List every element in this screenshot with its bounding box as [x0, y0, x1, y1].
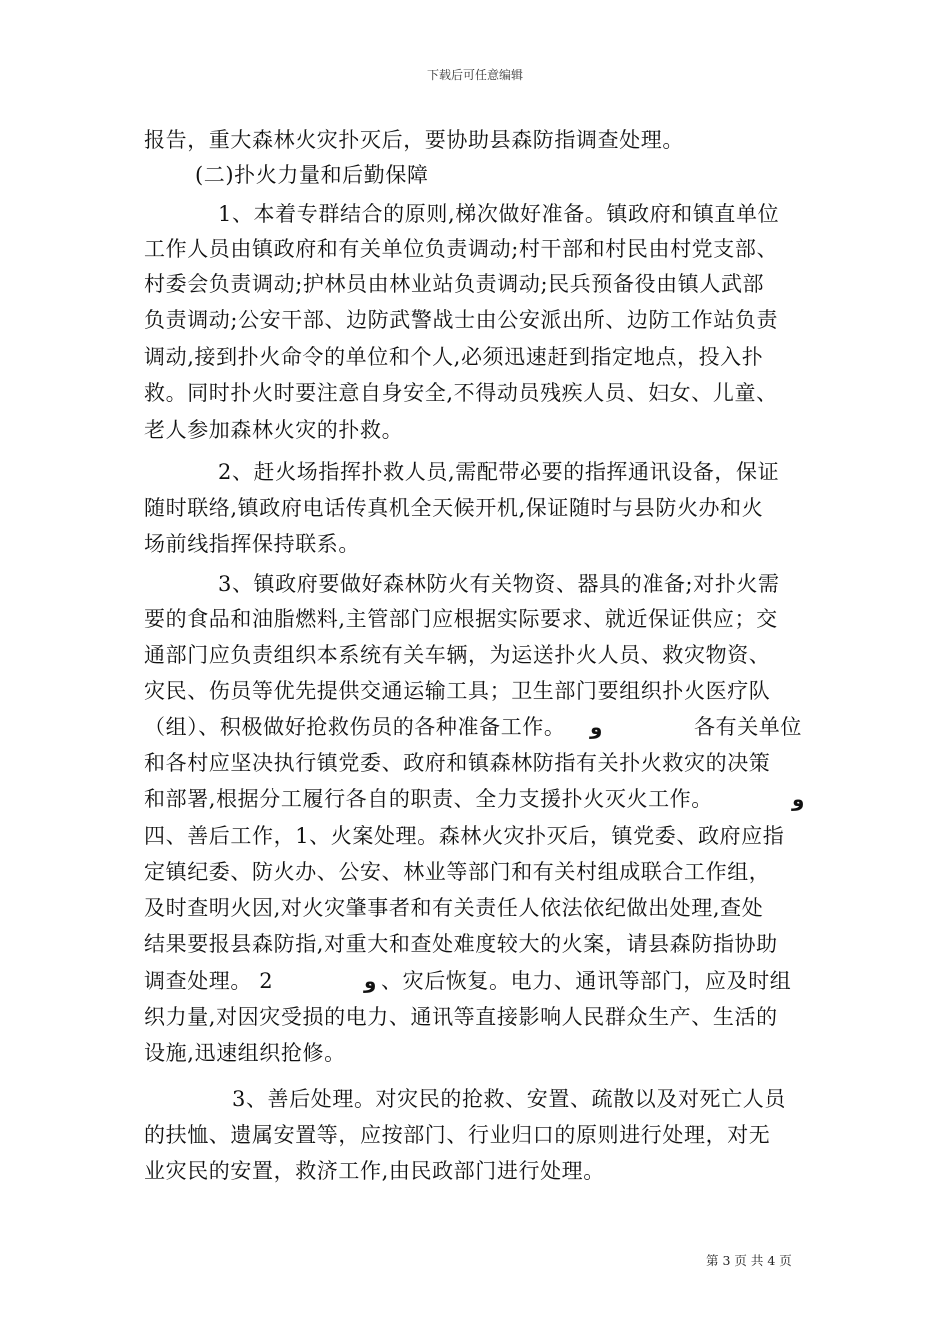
page-header: 下载后可任意编辑: [426, 68, 523, 82]
stray-mark: و: [364, 969, 377, 993]
text-line: 工作人员由镇政府和有关单位负责调动;村干部和村民由村党支部、: [144, 237, 779, 261]
text-line: 随时联络,镇政府电话传真机全天候开机,保证随时与县防火办和火: [144, 496, 764, 520]
page-footer: 第 3 页 共 4 页: [706, 1253, 792, 1268]
text-line: 要的食品和油脂燃料,主管部门应根据实际要求、就近保证供应；交: [144, 607, 778, 631]
text-line: 业灾民的安置，救济工作,由民政部门进行处理。: [144, 1159, 605, 1183]
text-line: 场前线指挥保持联系。: [144, 532, 360, 556]
text-line: 村委会负责调动;护林员由林业站负责调动;民兵预备役由镇人武部: [144, 272, 765, 296]
text-line: 老人参加森林火灾的扑救。: [144, 418, 404, 442]
text-line: 的扶恤、遗属安置等，应按部门、行业归口的原则进行处理，对无: [144, 1123, 771, 1147]
text-line: 织力量,对因灾受损的电力、通讯等直接影响人民群众生产、生活的: [144, 1005, 778, 1029]
text-line: 、灾后恢复。电力、通讯等部门，应及时组: [381, 969, 792, 993]
text-line: 调动,接到扑火命令的单位和个人,必须迅速赶到指定地点，投入扑: [144, 345, 764, 369]
text-line: 设施,迅速组织抢修。: [144, 1041, 346, 1065]
text-line: 报告，重大森林火灾扑灭后，要协助县森防指调查处理。: [144, 128, 684, 152]
text-line: 通部门应负责组织本系统有关车辆，为运送扑火人员、救灾物资、: [144, 643, 771, 667]
text-line: 救。同时扑火时要注意自身安全,不得动员残疾人员、妇女、儿童、: [144, 381, 778, 405]
text-line: 2、赶火场指挥扑救人员,需配带必要的指挥通讯设备，保证: [218, 460, 780, 484]
text-line: 结果要报县森防指,对重大和查处难度较大的火案，请县森防指协助: [144, 932, 778, 956]
text-line: 负责调动;公安干部、边防武警战士由公安派出所、边防工作站负责: [144, 308, 779, 332]
text-line: 和部署,根据分工履行各自的职责、全力支援扑火灭火工作。: [144, 787, 713, 811]
text-line: 各有关单位: [694, 715, 802, 739]
text-line: 灾民、伤员等优先提供交通运输工具；卫生部门要组织扑火医疗队: [144, 679, 771, 703]
text-line: 3、善后处理。对灾民的抢救、安置、疏散以及对死亡人员: [232, 1087, 786, 1111]
text-line: 和各村应坚决执行镇党委、政府和镇森林防指有关扑火救灾的决策: [144, 751, 771, 775]
text-line: 定镇纪委、防火办、公安、林业等部门和有关村组成联合工作组，: [144, 860, 771, 884]
text-line: （组）、积极做好抢救伤员的各种准备工作。: [144, 715, 566, 739]
text-line: 四、善后工作，1、火案处理。森林火灾扑灭后，镇党委、政府应指: [144, 824, 785, 848]
text-line: 调查处理。 2: [144, 969, 274, 993]
stray-mark: و: [792, 787, 805, 811]
text-line: 3、镇政府要做好森林防火有关物资、器具的准备;对扑火需: [218, 572, 780, 596]
section-heading: (二)扑火力量和后勤保障: [195, 163, 429, 187]
text-line: 及时查明火因,对火灾肇事者和有关责任人依法依纪做出处理,查处: [144, 896, 764, 920]
text-line: 1、本着专群结合的原则,梯次做好准备。镇政府和镇直单位: [218, 202, 780, 226]
stray-mark: و: [590, 715, 603, 739]
